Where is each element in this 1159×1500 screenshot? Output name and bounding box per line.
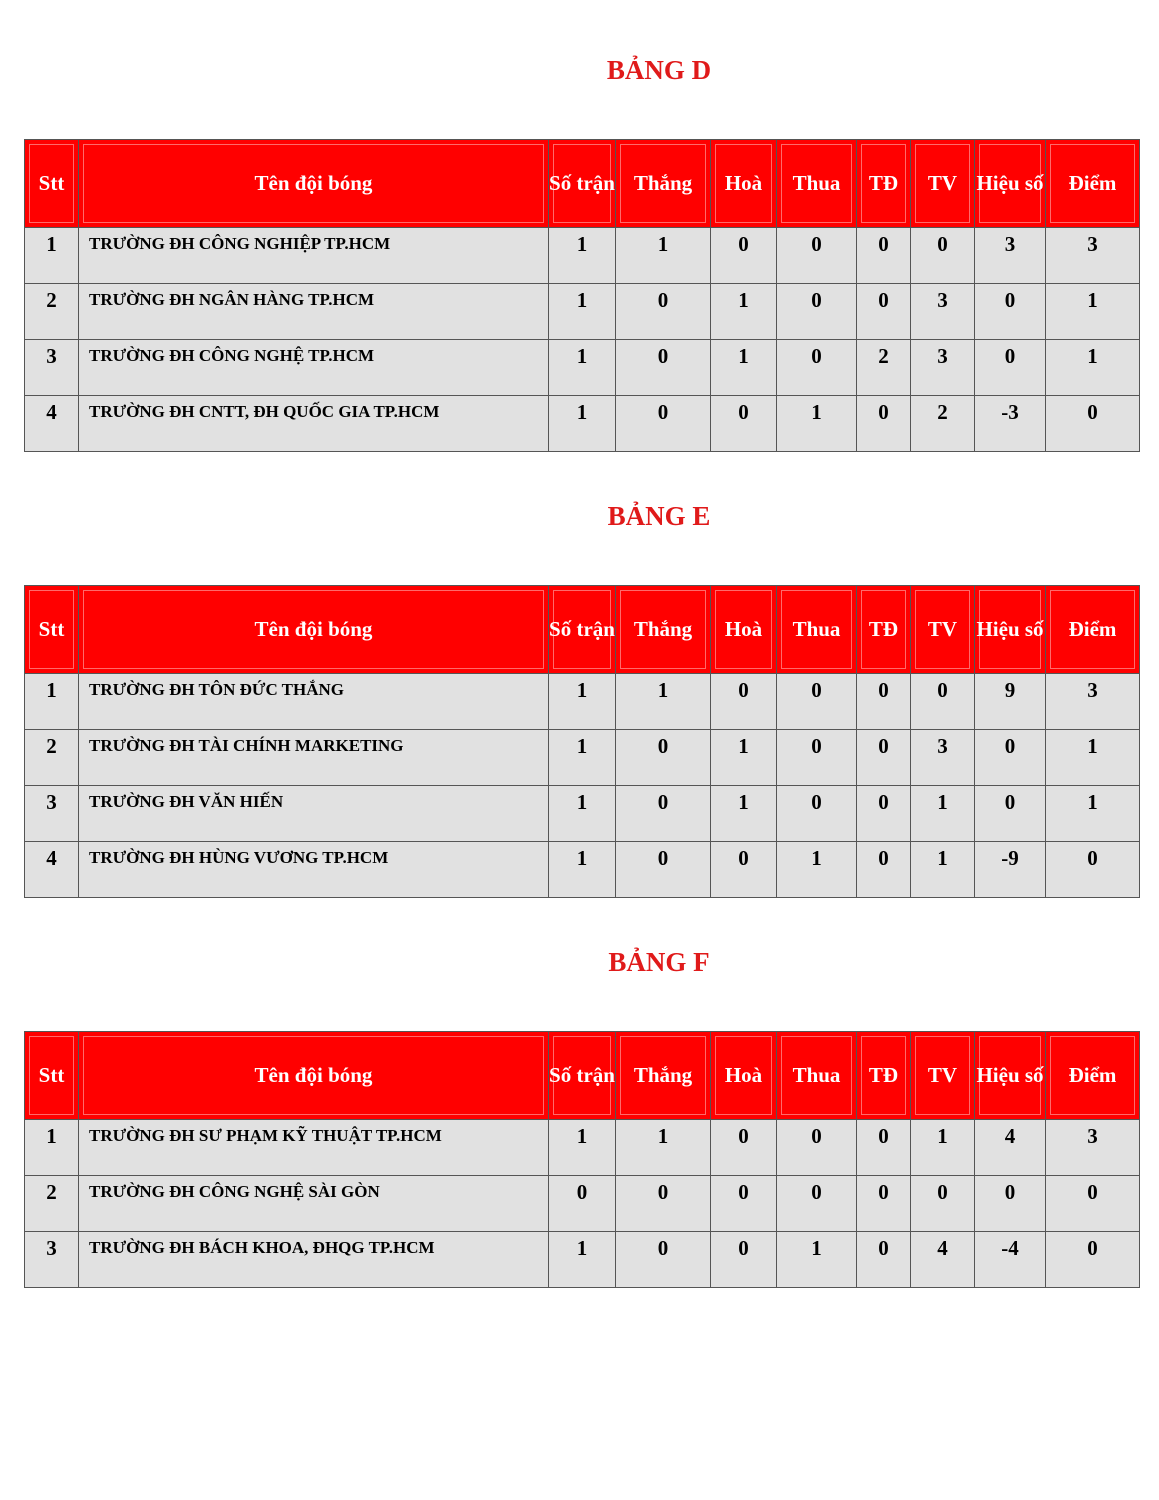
cell-won: 1	[616, 674, 711, 730]
cell-goals-for: 0	[857, 674, 911, 730]
col-goal-diff: Hiệu số	[975, 140, 1046, 228]
cell-stt: 3	[25, 1232, 79, 1288]
cell-goals-against: 1	[911, 1120, 975, 1176]
col-goals-against: TV	[911, 140, 975, 228]
col-drawn: Hoà	[711, 140, 777, 228]
cell-team: TRƯỜNG ĐH CNTT, ĐH QUỐC GIA TP.HCM	[79, 396, 549, 452]
cell-team: TRƯỜNG ĐH BÁCH KHOA, ĐHQG TP.HCM	[79, 1232, 549, 1288]
standings-table	[24, 1031, 1140, 1288]
cell-team: TRƯỜNG ĐH TÔN ĐỨC THẮNG	[79, 674, 549, 730]
cell-won: 0	[616, 284, 711, 340]
cell-goals-for: 2	[857, 340, 911, 396]
cell-team: TRƯỜNG ĐH SƯ PHẠM KỸ THUẬT TP.HCM	[79, 1120, 549, 1176]
cell-goals-for: 0	[857, 1120, 911, 1176]
standings-table	[24, 585, 1140, 898]
cell-points: 3	[1046, 1120, 1140, 1176]
cell-stt: 1	[25, 228, 79, 284]
cell-goals-for: 0	[857, 284, 911, 340]
col-team: Tên đội bóng	[79, 140, 549, 228]
cell-team: TRƯỜNG ĐH CÔNG NGHỆ SÀI GÒN	[79, 1176, 549, 1232]
col-played: Số trận	[549, 1032, 616, 1120]
col-lost: Thua	[777, 586, 857, 674]
cell-goal-diff: 4	[975, 1120, 1046, 1176]
col-won: Thắng	[616, 1032, 711, 1120]
cell-goals-against: 3	[911, 730, 975, 786]
cell-goals-against: 0	[911, 674, 975, 730]
cell-team: TRƯỜNG ĐH TÀI CHÍNH MARKETING	[79, 730, 549, 786]
group-title: BẢNG D	[606, 55, 712, 85]
col-points: Điểm	[1046, 586, 1140, 674]
cell-drawn: 0	[711, 1176, 777, 1232]
cell-stt: 1	[25, 674, 79, 730]
col-points: Điểm	[1046, 140, 1140, 228]
cell-goals-against: 3	[911, 284, 975, 340]
cell-played: 1	[549, 842, 616, 898]
cell-goal-diff: -9	[975, 842, 1046, 898]
cell-goals-against: 1	[911, 786, 975, 842]
cell-lost: 1	[777, 396, 857, 452]
col-team: Tên đội bóng	[79, 586, 549, 674]
cell-points: 0	[1046, 1176, 1140, 1232]
col-goals-for: TĐ	[857, 1032, 911, 1120]
cell-lost: 1	[777, 842, 857, 898]
cell-goal-diff: 0	[975, 786, 1046, 842]
col-played: Số trận	[549, 586, 616, 674]
table-row	[25, 786, 1140, 842]
cell-drawn: 0	[711, 1120, 777, 1176]
cell-lost: 0	[777, 674, 857, 730]
cell-played: 1	[549, 674, 616, 730]
cell-played: 1	[549, 786, 616, 842]
group-title: BẢNG E	[607, 501, 711, 531]
cell-goal-diff: 0	[975, 1176, 1046, 1232]
cell-played: 1	[549, 1232, 616, 1288]
cell-goal-diff: 9	[975, 674, 1046, 730]
cell-played: 1	[549, 1120, 616, 1176]
cell-goal-diff: 3	[975, 228, 1046, 284]
cell-goals-for: 0	[857, 1176, 911, 1232]
cell-drawn: 0	[711, 842, 777, 898]
cell-stt: 3	[25, 786, 79, 842]
cell-points: 0	[1046, 1232, 1140, 1288]
cell-points: 1	[1046, 786, 1140, 842]
table-row	[25, 842, 1140, 898]
cell-played: 0	[549, 1176, 616, 1232]
cell-won: 0	[616, 842, 711, 898]
table-row	[25, 1232, 1140, 1288]
table-row	[25, 228, 1140, 284]
col-won: Thắng	[616, 586, 711, 674]
cell-won: 0	[616, 786, 711, 842]
cell-goals-against: 2	[911, 396, 975, 452]
cell-won: 1	[616, 1120, 711, 1176]
table-row	[25, 396, 1140, 452]
cell-points: 0	[1046, 842, 1140, 898]
cell-points: 1	[1046, 284, 1140, 340]
cell-drawn: 0	[711, 396, 777, 452]
header-row	[25, 140, 1140, 228]
header-row	[25, 586, 1140, 674]
cell-played: 1	[549, 396, 616, 452]
col-goals-against: TV	[911, 586, 975, 674]
cell-points: 1	[1046, 340, 1140, 396]
cell-drawn: 1	[711, 730, 777, 786]
cell-lost: 0	[777, 340, 857, 396]
cell-drawn: 0	[711, 228, 777, 284]
col-drawn: Hoà	[711, 586, 777, 674]
cell-goals-against: 0	[911, 1176, 975, 1232]
cell-stt: 2	[25, 730, 79, 786]
table-row	[25, 1120, 1140, 1176]
col-stt: Stt	[25, 140, 79, 228]
col-goals-for: TĐ	[857, 140, 911, 228]
cell-team: TRƯỜNG ĐH VĂN HIẾN	[79, 786, 549, 842]
cell-goal-diff: 0	[975, 284, 1046, 340]
col-played: Số trận	[549, 140, 616, 228]
cell-points: 3	[1046, 228, 1140, 284]
col-goals-against: TV	[911, 1032, 975, 1120]
group-title: BẢNG F	[608, 947, 710, 977]
cell-won: 0	[616, 1232, 711, 1288]
cell-points: 0	[1046, 396, 1140, 452]
cell-goal-diff: 0	[975, 730, 1046, 786]
cell-team: TRƯỜNG ĐH NGÂN HÀNG TP.HCM	[79, 284, 549, 340]
col-team: Tên đội bóng	[79, 1032, 549, 1120]
cell-team: TRƯỜNG ĐH CÔNG NGHỆ TP.HCM	[79, 340, 549, 396]
cell-goal-diff: -4	[975, 1232, 1046, 1288]
cell-goals-against: 1	[911, 842, 975, 898]
col-goals-for: TĐ	[857, 586, 911, 674]
cell-lost: 0	[777, 228, 857, 284]
col-won: Thắng	[616, 140, 711, 228]
cell-goals-for: 0	[857, 228, 911, 284]
col-points: Điểm	[1046, 1032, 1140, 1120]
cell-won: 1	[616, 228, 711, 284]
table-row	[25, 674, 1140, 730]
cell-goal-diff: -3	[975, 396, 1046, 452]
col-goal-diff: Hiệu số	[975, 586, 1046, 674]
cell-lost: 0	[777, 1176, 857, 1232]
cell-lost: 1	[777, 1232, 857, 1288]
cell-won: 0	[616, 1176, 711, 1232]
cell-stt: 4	[25, 842, 79, 898]
cell-won: 0	[616, 396, 711, 452]
table-row	[25, 730, 1140, 786]
col-goal-diff: Hiệu số	[975, 1032, 1046, 1120]
cell-stt: 4	[25, 396, 79, 452]
cell-points: 1	[1046, 730, 1140, 786]
col-lost: Thua	[777, 140, 857, 228]
cell-played: 1	[549, 284, 616, 340]
cell-lost: 0	[777, 284, 857, 340]
cell-goals-against: 3	[911, 340, 975, 396]
cell-stt: 3	[25, 340, 79, 396]
header-row	[25, 1032, 1140, 1120]
cell-played: 1	[549, 228, 616, 284]
cell-goals-for: 0	[857, 1232, 911, 1288]
cell-goals-for: 0	[857, 842, 911, 898]
cell-played: 1	[549, 340, 616, 396]
cell-lost: 0	[777, 730, 857, 786]
cell-goals-against: 0	[911, 228, 975, 284]
col-lost: Thua	[777, 1032, 857, 1120]
cell-drawn: 1	[711, 786, 777, 842]
col-stt: Stt	[25, 586, 79, 674]
col-drawn: Hoà	[711, 1032, 777, 1120]
cell-played: 1	[549, 730, 616, 786]
cell-goals-against: 4	[911, 1232, 975, 1288]
cell-goals-for: 0	[857, 730, 911, 786]
cell-points: 3	[1046, 674, 1140, 730]
cell-stt: 1	[25, 1120, 79, 1176]
cell-goals-for: 0	[857, 786, 911, 842]
cell-goals-for: 0	[857, 396, 911, 452]
cell-goal-diff: 0	[975, 340, 1046, 396]
cell-stt: 2	[25, 1176, 79, 1232]
table-row	[25, 340, 1140, 396]
cell-stt: 2	[25, 284, 79, 340]
cell-drawn: 1	[711, 284, 777, 340]
cell-won: 0	[616, 730, 711, 786]
cell-drawn: 1	[711, 340, 777, 396]
cell-team: TRƯỜNG ĐH HÙNG VƯƠNG TP.HCM	[79, 842, 549, 898]
cell-lost: 0	[777, 786, 857, 842]
standings-table	[24, 139, 1140, 452]
cell-team: TRƯỜNG ĐH CÔNG NGHIỆP TP.HCM	[79, 228, 549, 284]
cell-drawn: 0	[711, 674, 777, 730]
col-stt: Stt	[25, 1032, 79, 1120]
table-row	[25, 1176, 1140, 1232]
table-row	[25, 284, 1140, 340]
cell-lost: 0	[777, 1120, 857, 1176]
cell-drawn: 0	[711, 1232, 777, 1288]
cell-won: 0	[616, 340, 711, 396]
